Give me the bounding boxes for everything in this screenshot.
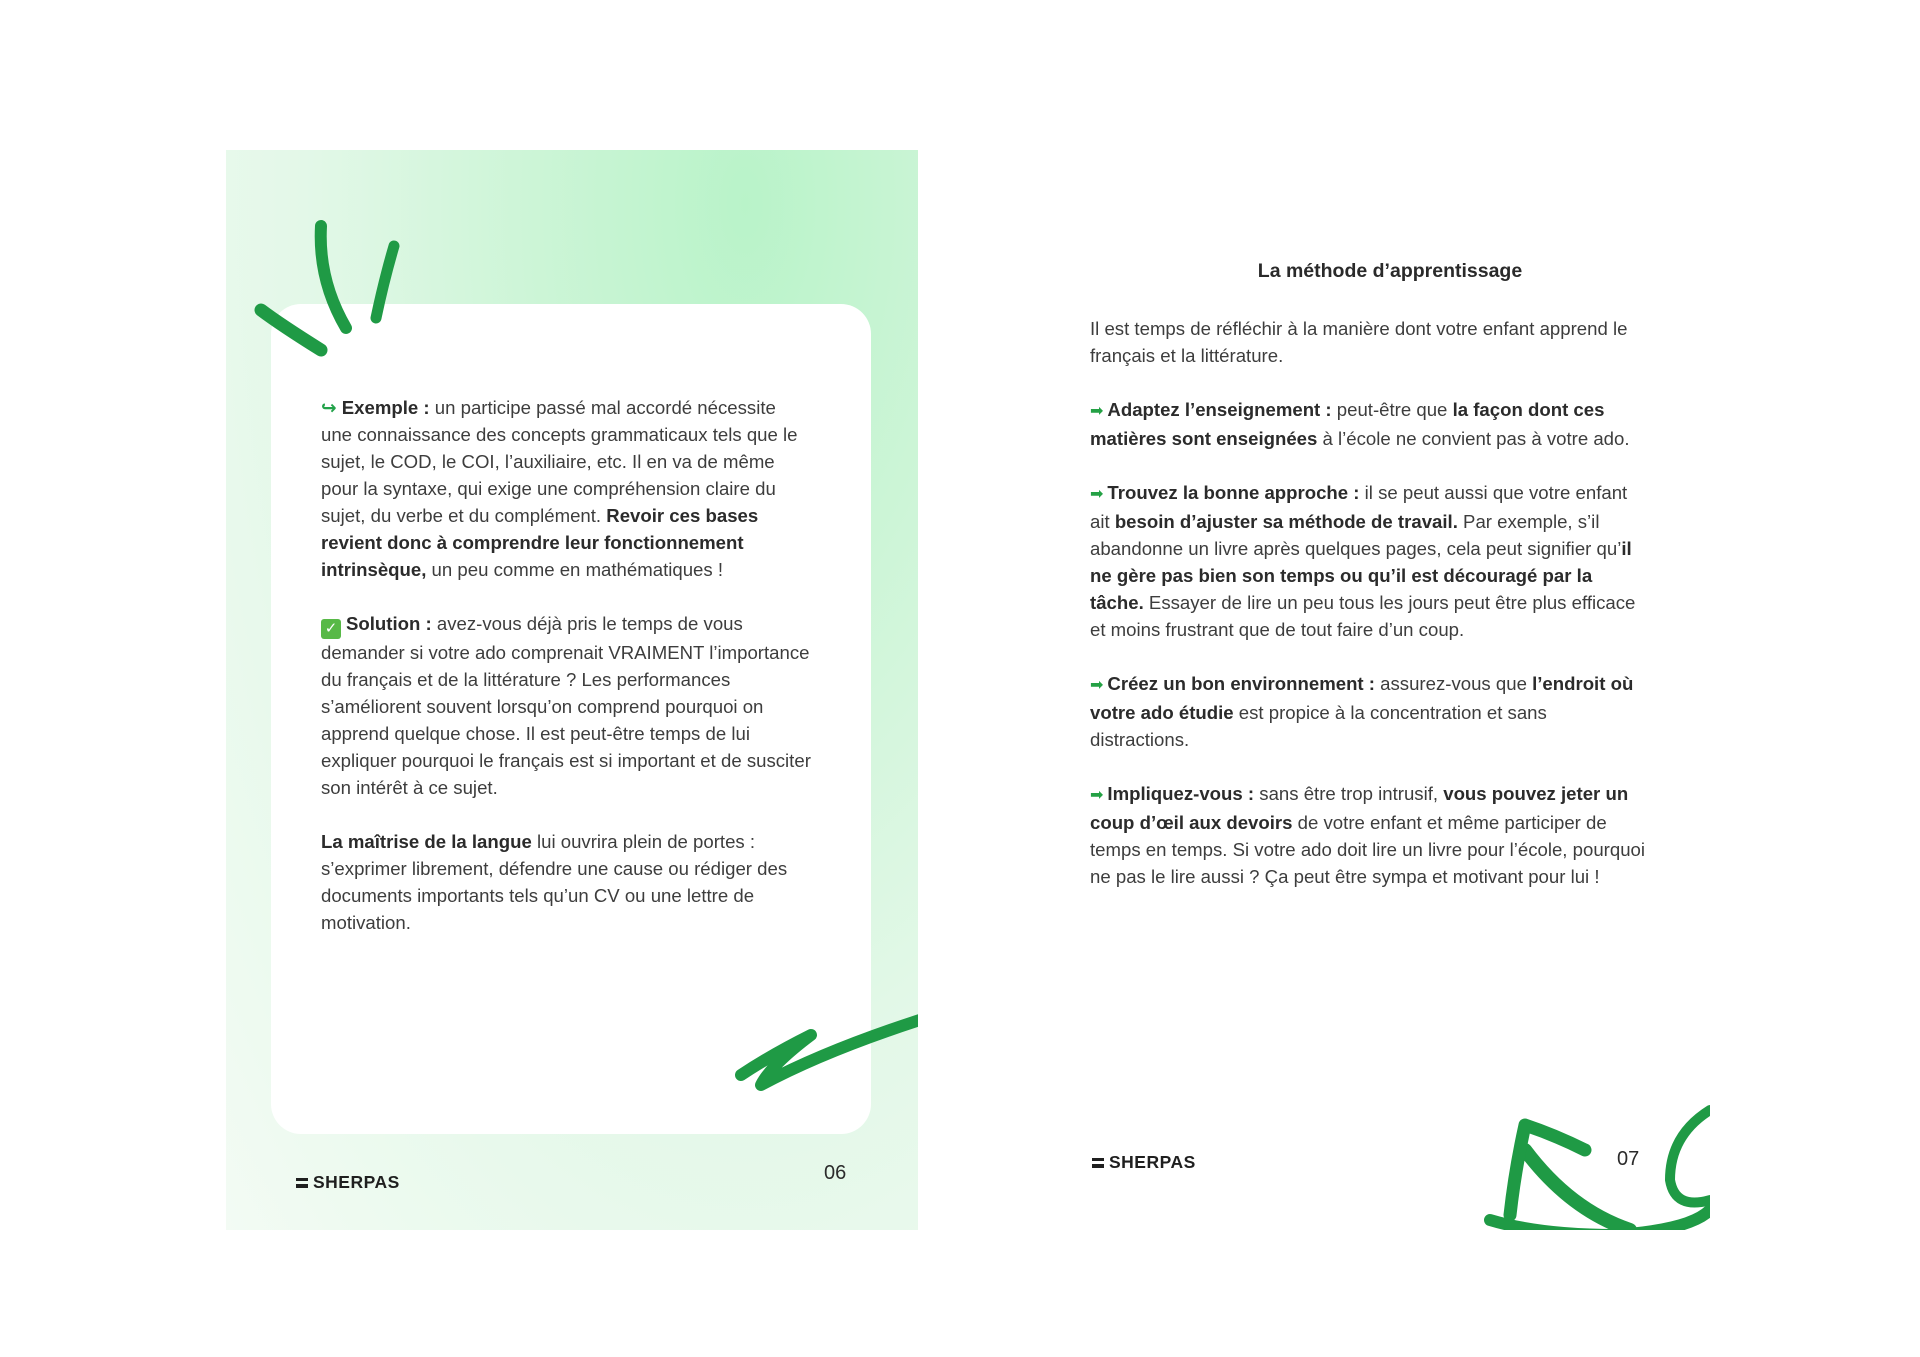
example-label: Exemple : bbox=[341, 397, 430, 418]
looping-arrow-icon bbox=[1070, 150, 1710, 1230]
solution-paragraph: ✓ Solution : avez-vous déjà pris le temps de vous demander si votre ado comprenait VRAIMENT l’importance du français et de la littérature ? Les performances s’améliorent souvent lorsqu’on comprend pourquoi on apprend quelque chose. Il est peut-être temps de lui expliquer pourquoi le français est si important et de susciter son intérêt à ce sujet. bbox=[321, 613, 811, 798]
intro-paragraph: Il est temps de réfléchir à la manière dont votre enfant apprend le français et la littérature. bbox=[1090, 318, 1628, 366]
arrow-right-icon: ➡ bbox=[1090, 486, 1104, 503]
return-arrow-icon: ↪ bbox=[321, 397, 337, 418]
tip-environment: ➡ Créez un bon environnement : assurez-vous que l’endroit où votre ado étudie est propice à la concentration et sans distractions. bbox=[1090, 673, 1634, 750]
arrow-right-icon: ➡ bbox=[1090, 677, 1104, 694]
page-number: 06 bbox=[824, 1162, 847, 1184]
tip-involve: ➡ Impliquez-vous : sans être trop intrusif, vous pouvez jeter un coup d’œil aux devoirs de votre enfant et même participer de temps en temps. Si votre ado doit lire un livre pour l’école, pourquoi ne pas le lire aussi ? Ça peut être sympa et motivant pour lui ! bbox=[1090, 783, 1646, 887]
sherpas-logo: SHERPAS bbox=[296, 1172, 400, 1193]
arrow-right-icon: ➡ bbox=[1090, 787, 1104, 804]
sherpas-logo: SHERPAS bbox=[1092, 1152, 1196, 1173]
page-number: 07 bbox=[1617, 1148, 1640, 1170]
sherpas-logo-icon bbox=[296, 1178, 308, 1188]
tip-approach: ➡ Trouvez la bonne approche : il se peut aussi que votre enfant ait besoin d’ajuster sa méthode de travail. Par exemple, s’il abandonne un livre après quelques pages, cela peut signifier qu’il ne gère pas bien son temps ou qu’il est découragé par la tâche. Essayer de lire un peu tous les jours peut être plus efficace et moins frustrant que de tout faire d’un coup. bbox=[1090, 482, 1636, 640]
right-page bbox=[1070, 150, 1710, 1230]
example-paragraph: ↪ Exemple : un participe passé mal accordé nécessite une connaissance des concepts grammaticaux tels que le sujet, le COD, le COI, l’auxiliaire, etc. Il en va de même pour la syntaxe, qui exige une compréhension claire du sujet, du verbe et du complément. Revoir ces bases revient donc à comprendre leur fonctionnement intrinsèque, un peu comme en mathématiques ! bbox=[321, 397, 798, 580]
zigzag-stroke-icon bbox=[226, 150, 918, 1230]
left-page bbox=[226, 150, 918, 1230]
tip-adapt: ➡ Adaptez l’enseignement : peut-être que la façon dont ces matières sont enseignées à l’école ne convient pas à votre ado. bbox=[1090, 399, 1630, 449]
solution-label: Solution : bbox=[346, 613, 432, 634]
mastery-paragraph: La maîtrise de la langue lui ouvrira plein de portes : s’exprimer librement, défendre une cause ou rédiger des documents importants tels qu’un CV ou une lettre de motivation. bbox=[321, 831, 788, 933]
checkmark-icon: ✓ bbox=[321, 619, 341, 639]
section-title: La méthode d’apprentissage bbox=[1257, 260, 1523, 282]
arrow-right-icon: ➡ bbox=[1090, 403, 1104, 420]
